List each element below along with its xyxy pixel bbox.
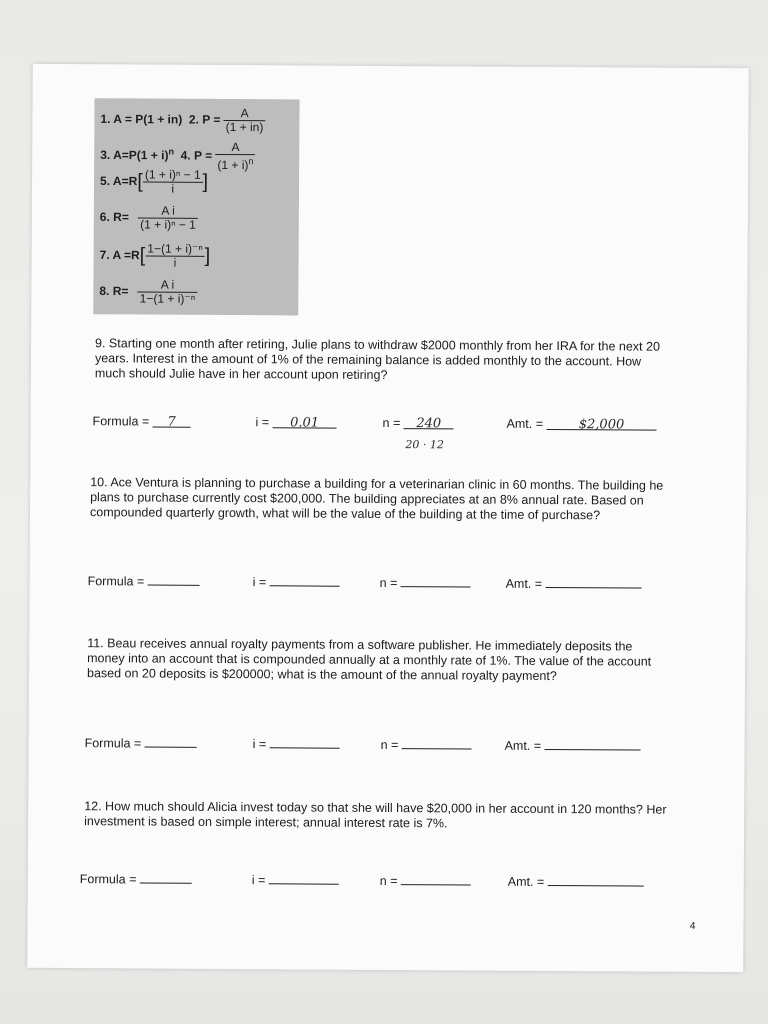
question-10-text: 10. Ace Ventura is planning to purchase a building for a veterinarian clinic in 60 months. The building he plans to purchase currently cost $200,000. The building appreciates at an 8% annual rate. Based on compounded quarterly growth, what will be the value of the building at the time of purchase? (89, 475, 664, 523)
q9-formula-value[interactable]: 7 (153, 415, 191, 428)
q10-formula-field[interactable]: Formula = (88, 572, 200, 589)
q11-formula-field[interactable]: Formula = (85, 734, 197, 751)
q9-i-field[interactable]: i = 0.01 (256, 415, 337, 429)
formula-8: 8. R= $\frac{\text{A i}}{\text{1−(1 + i)⁻ⁿ}}$ (99, 278, 197, 306)
worksheet-page (27, 64, 749, 972)
formula-3: 3. A=P(1 + i) (100, 147, 169, 163)
q12-n-field[interactable]: n = (380, 872, 471, 889)
q9-amt-value[interactable]: $2,000 (546, 417, 656, 431)
q10-amt-field[interactable]: Amt. = (506, 575, 642, 592)
formula-1: 1. A = P(1 + in) (100, 111, 183, 127)
q9-i-value[interactable]: 0.01 (273, 415, 337, 428)
q11-i-field[interactable]: i = (253, 735, 340, 752)
question-9-answers (92, 414, 692, 458)
question-12-answers (80, 870, 690, 894)
formula-4-label: 4. P = (180, 148, 213, 163)
q12-i-field[interactable]: i = (252, 871, 339, 888)
question-9-text: 9. Starting one month after retiring, Julie plans to withdraw $2000 monthly from her IRA for the next 20 years. Interest in the amount of 1% of the remaining balance is added monthly to the account. How much should Julie have in her account upon retiring? (94, 336, 660, 382)
q10-n-field[interactable]: n = (380, 574, 471, 591)
q11-amt-field[interactable]: Amt. = (505, 737, 641, 754)
q12-formula-field[interactable]: Formula = (80, 870, 192, 887)
q9-n-note: 20 · 12 (405, 438, 444, 452)
q11-n-field[interactable]: n = (381, 736, 472, 753)
q9-n-field[interactable]: n = 240 (383, 416, 454, 430)
q12-amt-field[interactable]: Amt. = (508, 873, 644, 890)
q10-i-field[interactable]: i = (253, 573, 340, 590)
q9-formula-field[interactable]: Formula = 7 (93, 414, 191, 429)
formula-1-2 (100, 106, 265, 134)
formula-7: 7. A =R[ $\frac{\text{1−(1 + i)⁻ⁿ}}{i}$ ] (99, 241, 211, 270)
formula-2-label: 2. P = (188, 112, 221, 127)
page-number: 4 (689, 920, 696, 932)
question-11-answers (85, 734, 685, 758)
formula-5: 5. A=R[ $\frac{\text{(1 + i)ⁿ − 1}}{i}$ ] (100, 167, 209, 196)
formula-6: 6. R= $\frac{\text{A i}}{\text{(1 + i)ⁿ − 1}}$ (100, 204, 198, 232)
bleed-through-text (310, 122, 640, 124)
question-12-text: 12. How much should Alicia invest today so that she will have $20,000 in her account in 120 months? Her investment is based on simple interest; annual interest rate is 7%. (84, 799, 667, 831)
formula-3-4: 3. $A=P(1 + i)^n$ 4. P = $\frac{A}{(1 + i)^n}$ (100, 140, 255, 172)
q9-n-value[interactable]: 240 (404, 416, 454, 429)
formula-2-fraction: $\frac{A}{(1 + in)}$ (224, 107, 266, 134)
formula-reference-box (93, 98, 299, 315)
q9-amt-field[interactable]: Amt. = $2,000 (507, 417, 657, 432)
formula-4-fraction: $\frac{A}{(1 + i)^n}$ (215, 141, 255, 172)
question-10-answers (88, 572, 688, 596)
question-11-text: 11. Beau receives annual royalty payments from a software publisher. He immediately deposits the money into an account that is compounded annually at a monthly rate of 1%. The value of the account based on 20 deposits is $200000; what is the amount of the annual royalty payment? (87, 636, 652, 684)
